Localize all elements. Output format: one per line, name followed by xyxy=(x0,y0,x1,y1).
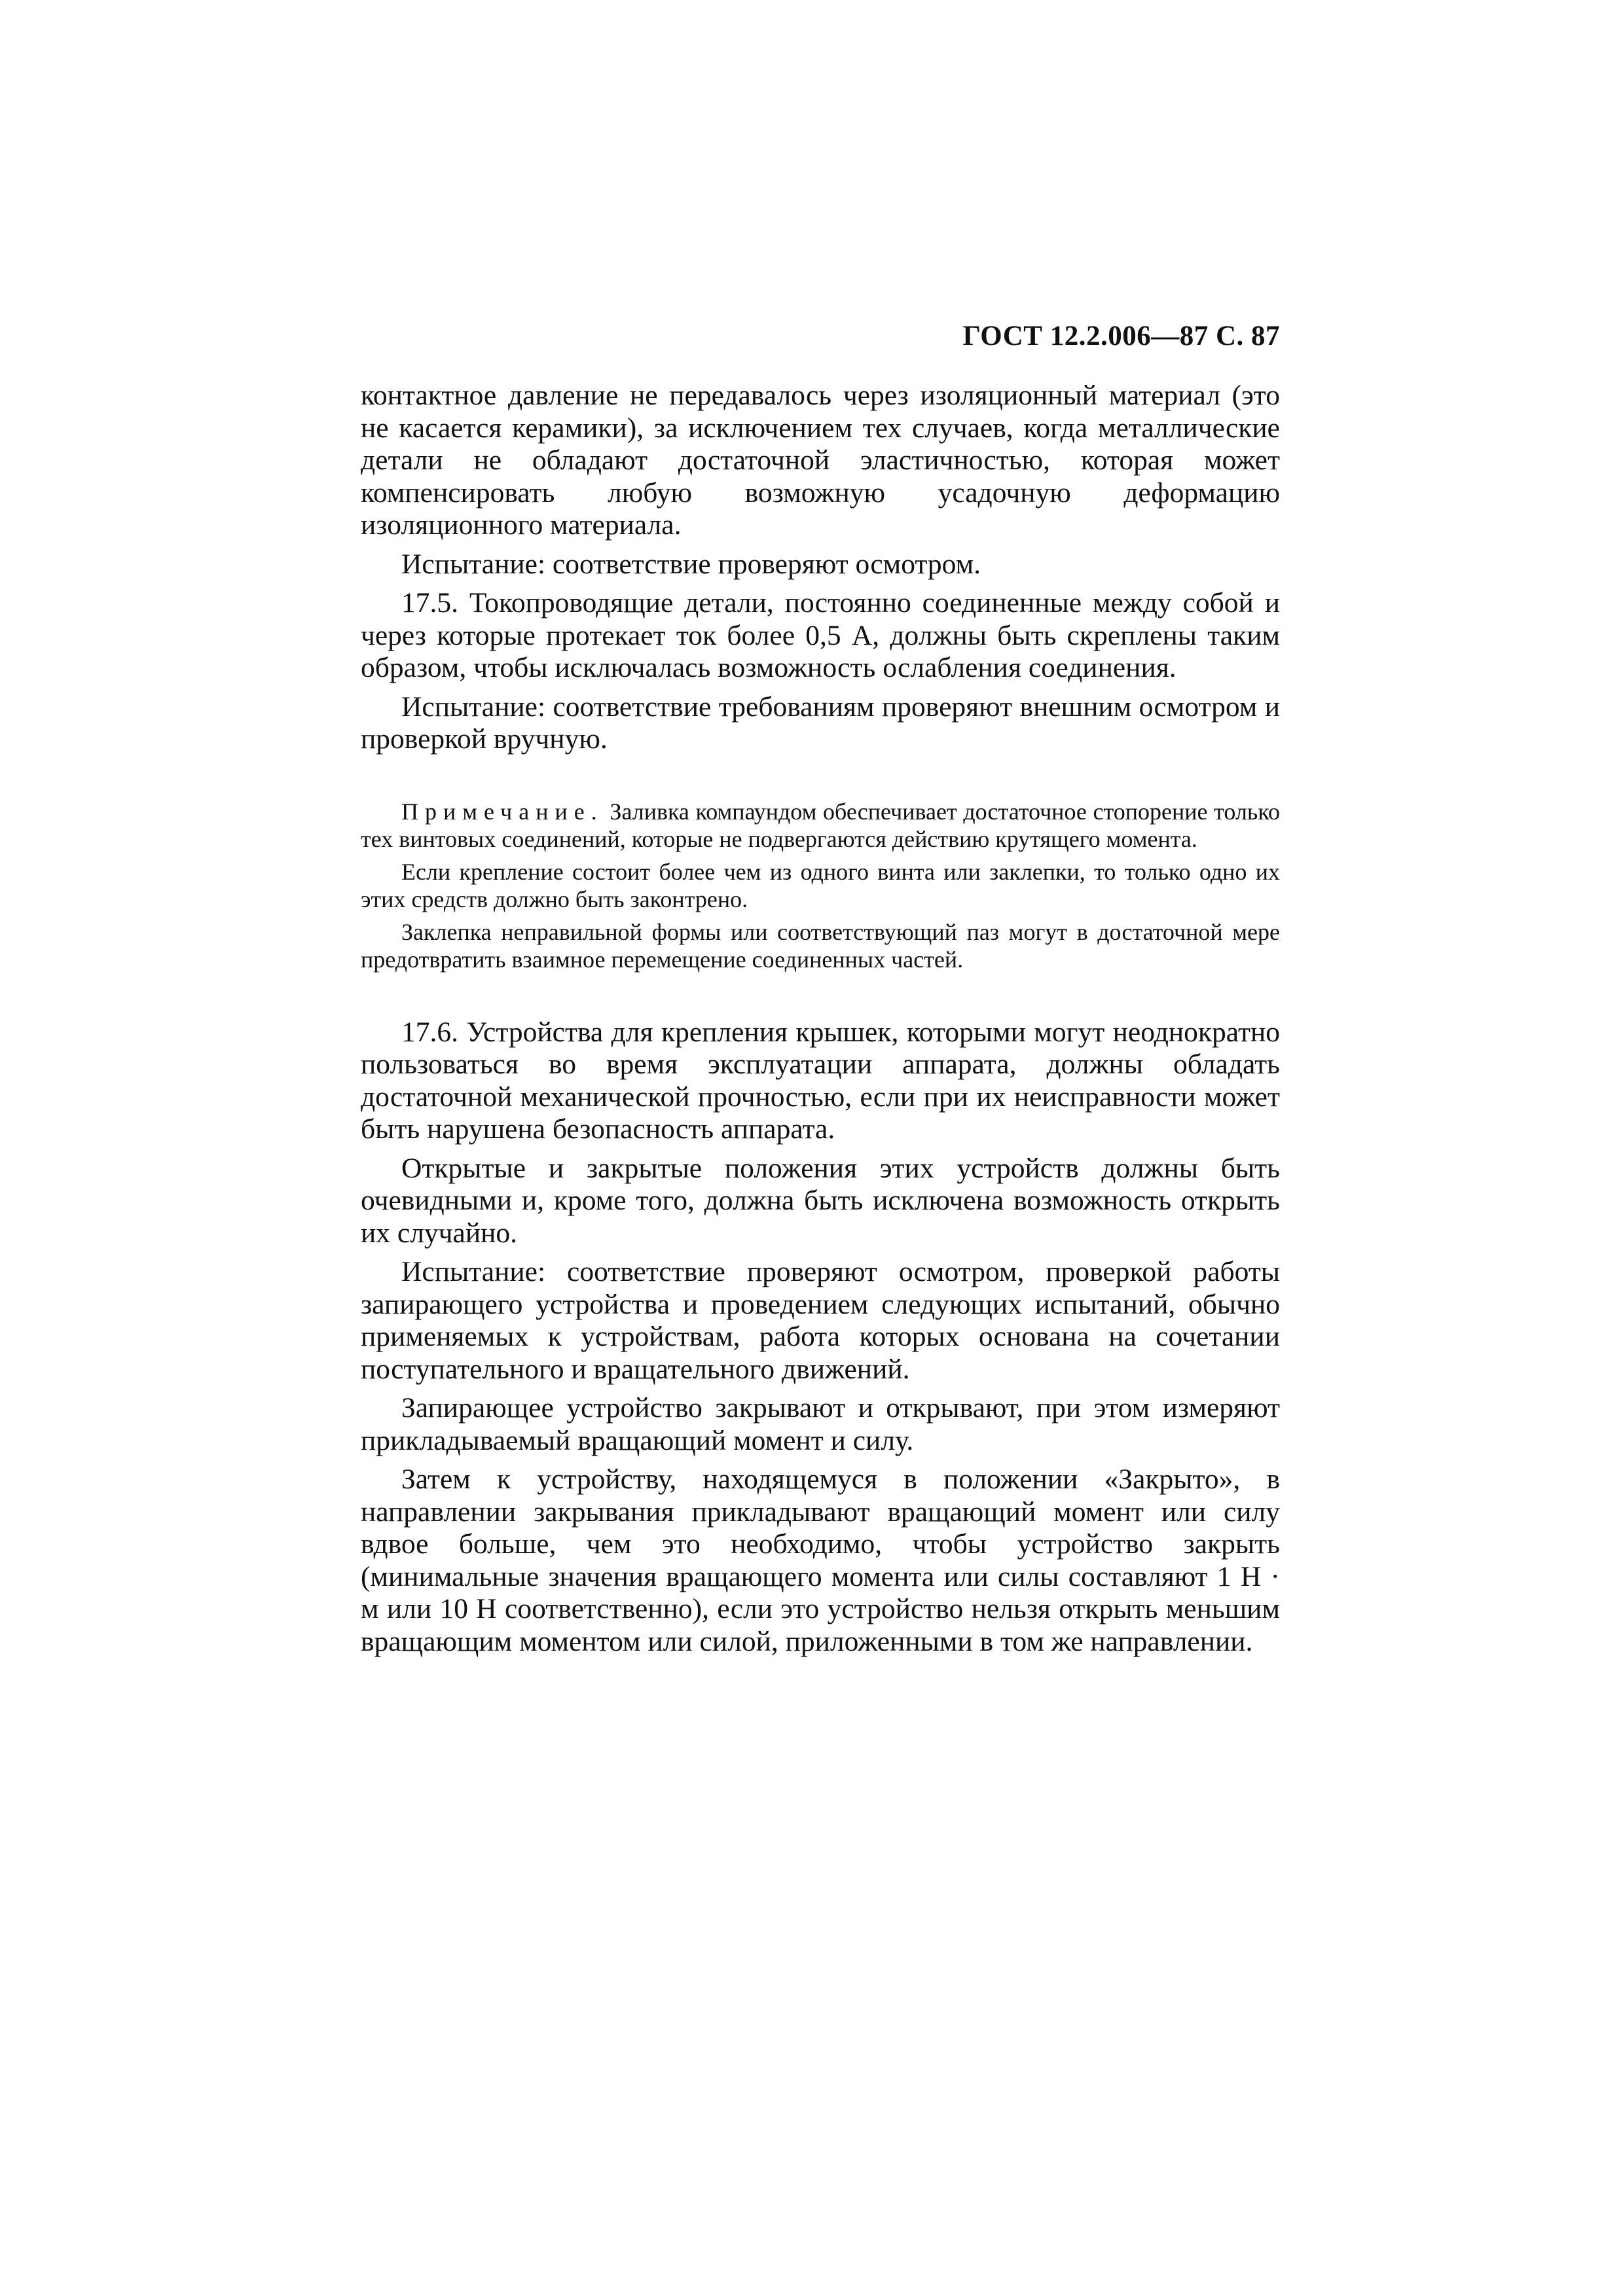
paragraph-measure: Запирающее устройство закрывают и открывают, при этом измеряют прикладываемый вращающий момент и силу. xyxy=(361,1392,1280,1456)
paragraph-continuation: контактное давление не передавалось через изоляционный материал (это не касается керамики), за исключением тех случаев, когда металлические детали не обладают достаточной эластичностью, которая может компенсировать любую возможную усадочную деформацию изоляционного материала. xyxy=(361,380,1280,541)
paragraph-clause-17-6: 17.6. Устройства для крепления крышек, которыми могут неоднократно пользоваться во время эксплуатации аппарата, должны обладать достаточной механической прочностью, если при их неисправности может быть нарушена безопасность аппарата. xyxy=(361,1016,1280,1145)
note-label: Примечание. xyxy=(401,798,604,825)
running-header: ГОСТ 12.2.006—87 С. 87 xyxy=(962,321,1280,351)
paragraph-closed-test: Затем к устройству, находящемуся в положении «Закрыто», в направлении закрывания прикладывают вращающий момент или силу вдвое больше, чем это необходимо, чтобы устройство закрыть (минимальные значения вращающего момента или силы составляют 1 Н · м или 10 Н соответственно), если это устройство нельзя открыть меньшим вращающим моментом или силой, приложенными в том же направлении. xyxy=(361,1463,1280,1657)
paragraph-positions: Открытые и закрытые положения этих устройств должны быть очевидными и, кроме того, должна быть исключена возможность открыть их случайно. xyxy=(361,1152,1280,1249)
text-body xyxy=(361,380,1280,1658)
paragraph-clause-17-5: 17.5. Токопроводящие детали, постоянно соединенные между собой и через которые протекает ток более 0,5 А, должны быть скреплены таким образом, чтобы исключалась возможность ослабления соединения. xyxy=(361,587,1280,683)
note-block xyxy=(361,798,1280,973)
paragraph-test-manual: Испытание: соответствие требованиям проверяют внешним осмотром и проверкой вручную. xyxy=(361,691,1280,755)
paragraph-test-inspection: Испытание: соответствие проверяют осмотром. xyxy=(401,548,981,580)
note-item-3: Заклепка неправильной формы или соответствующий паз могут в достаточной мере предотвратить взаимное перемещение соединенных частей. xyxy=(361,918,1280,973)
note-item-2: Если крепление состоит более чем из одного винта или заклепки, то только одно их этих средств должно быть законтрено. xyxy=(361,858,1280,912)
paragraph-test-locking: Испытание: соответствие проверяют осмотром, проверкой работы запирающего устройства и проведением следующих испытаний, обычно применяемых к устройствам, работа которых основана на сочетании поступательного и вращательного движений. xyxy=(361,1256,1280,1385)
note-text-1: Заливка компаундом обеспечивает достаточное стопорение только тех винтовых соединений, которые не подвергаются действию крутящего момента. xyxy=(361,798,1281,852)
note-item-1 xyxy=(361,798,1280,853)
